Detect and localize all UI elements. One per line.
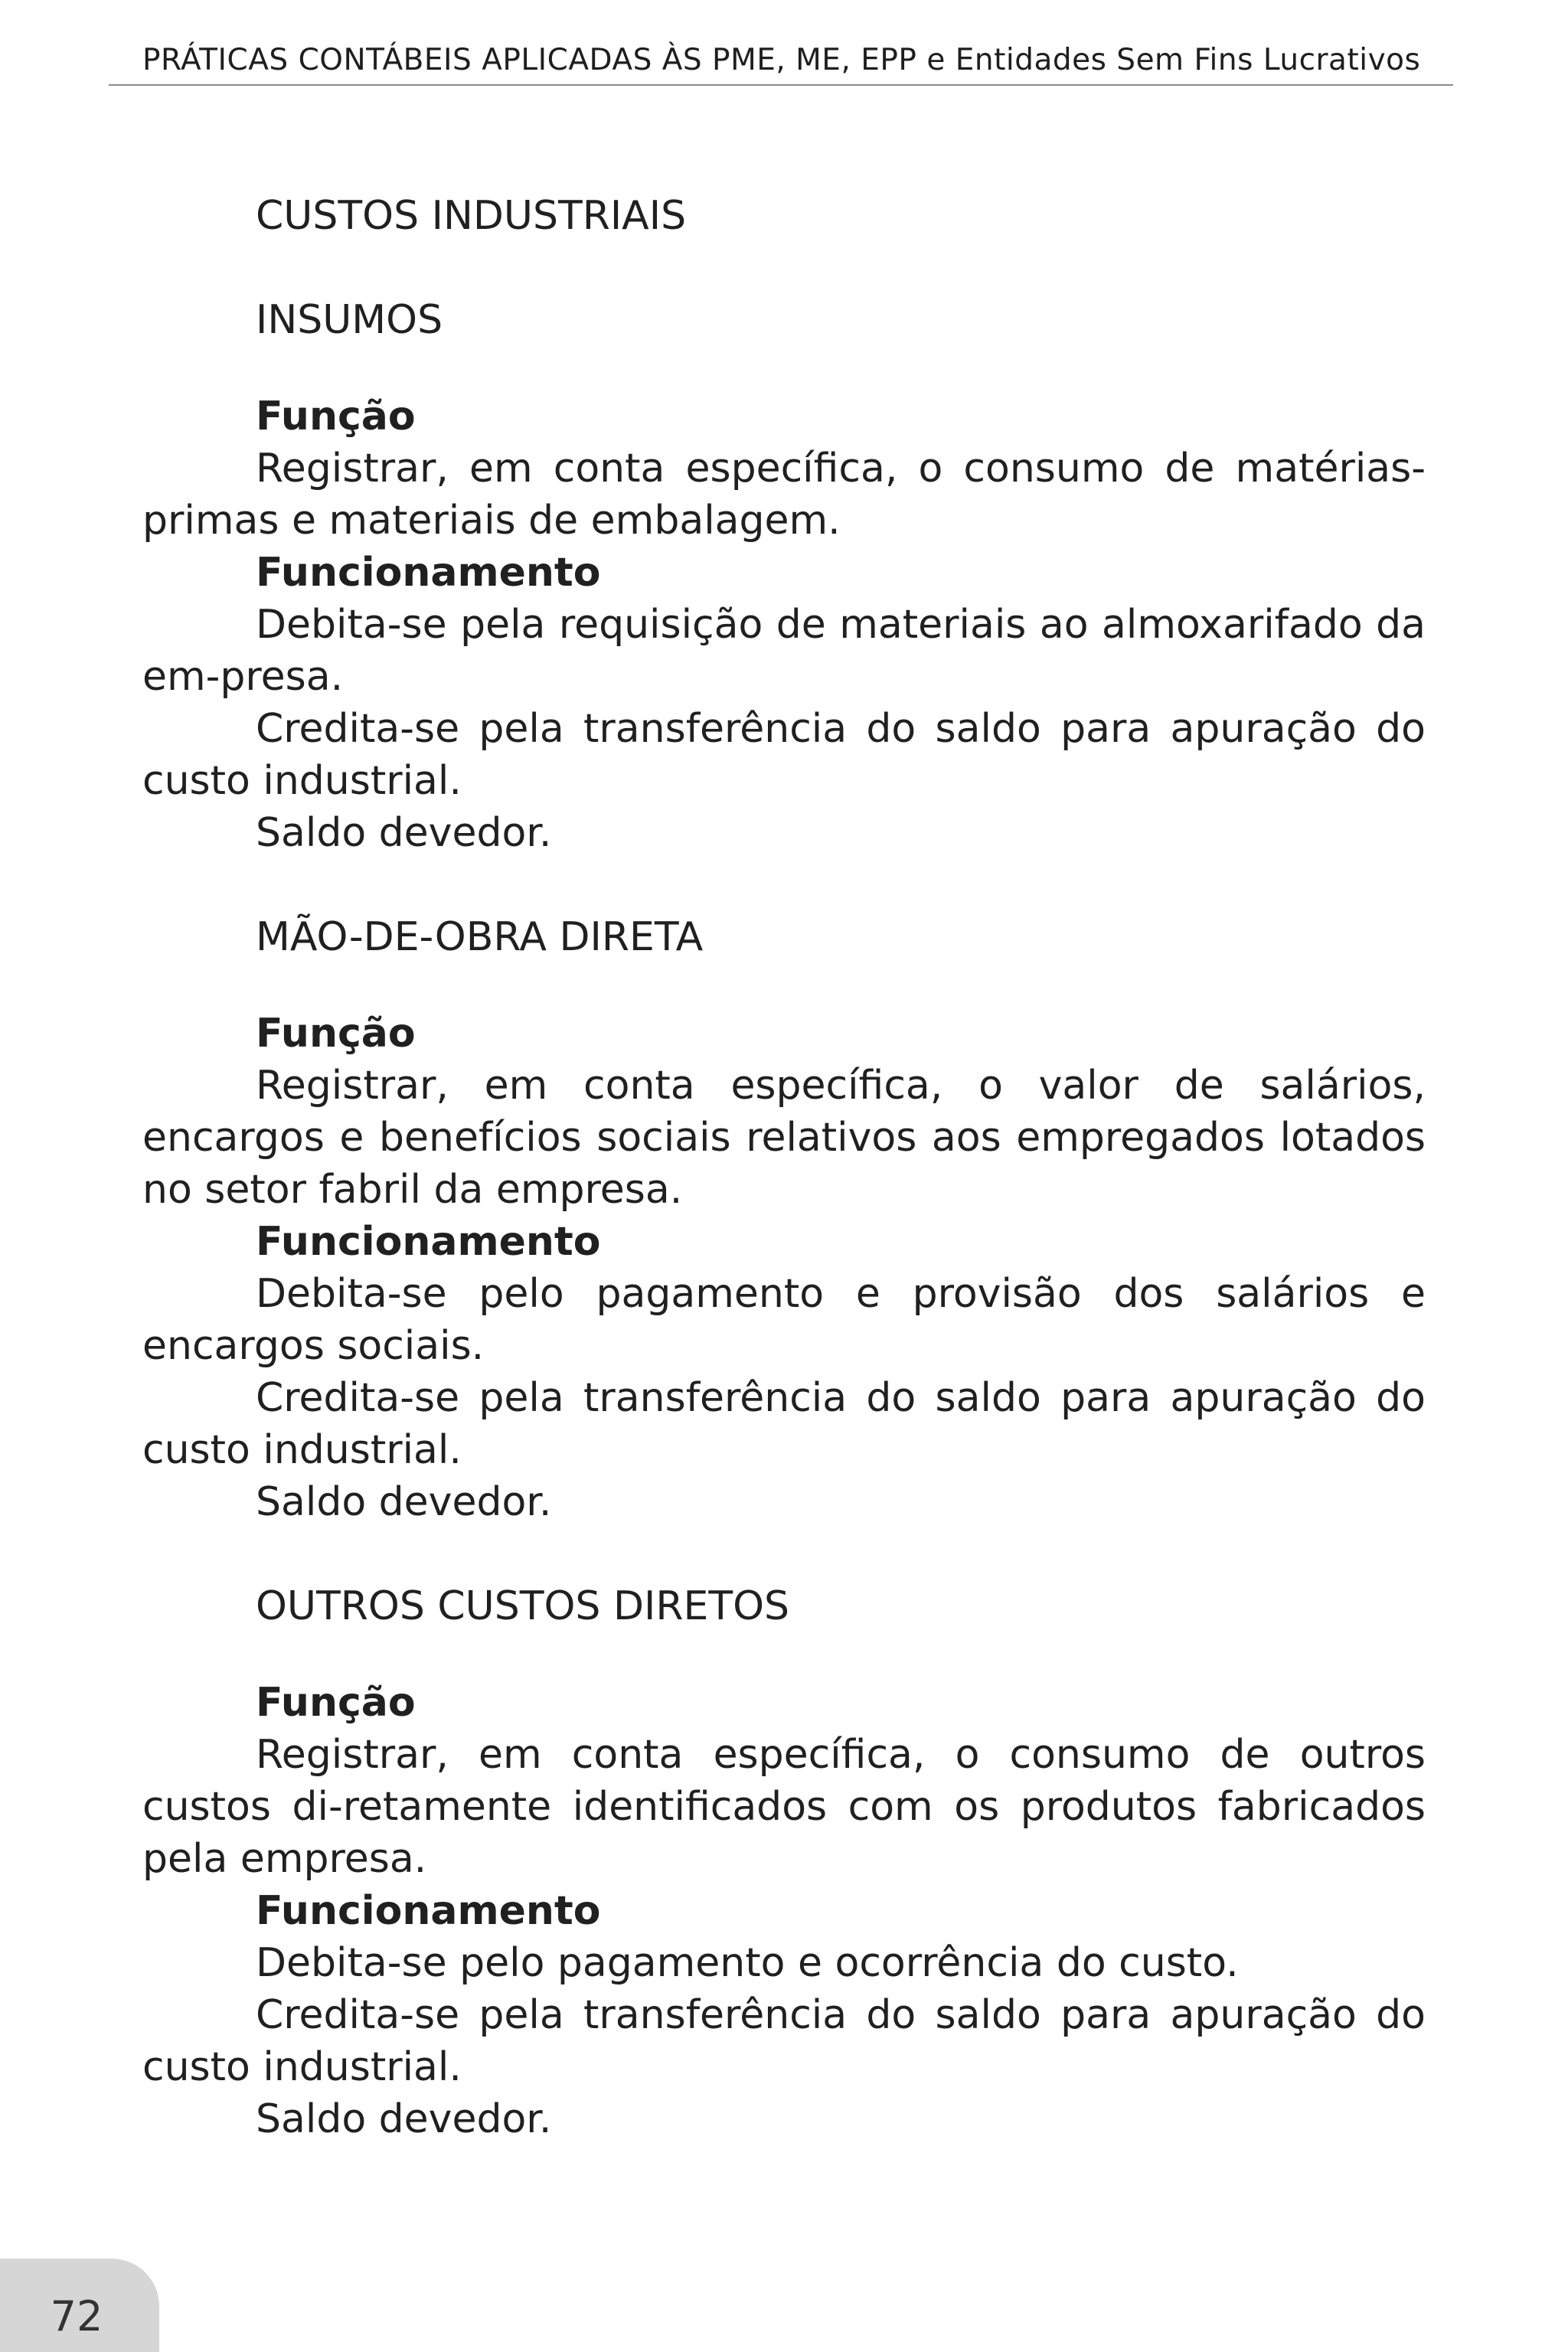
page-number: 72	[50, 2292, 103, 2341]
funcao-text: Registrar, em conta específica, o consumo de matérias-primas e materiais de embalagem.	[142, 446, 1426, 544]
funcionamento-paragraph: Credita-se pela transferência do saldo para apuração do custo industrial.	[142, 706, 1426, 804]
spacer	[142, 242, 1426, 294]
page-number-tab	[0, 2259, 159, 2352]
funcao-label: Função	[256, 1011, 416, 1057]
funcionamento-paragraph: Credita-se pela transferência do saldo para apuração do custo industrial.	[142, 1992, 1426, 2090]
funcao-text: Registrar, em conta específica, o valor de salários, encargos e benefícios sociais relativos aos empregados lotados no setor fabril da empresa.	[142, 1063, 1426, 1213]
funcao-label: Função	[256, 394, 416, 439]
header-divider	[109, 84, 1453, 86]
chapter-heading: CUSTOS INDUSTRIAIS	[256, 193, 687, 239]
funcionamento-paragraph: Saldo devedor.	[256, 2096, 552, 2142]
funcionamento-paragraph: Debita-se pela requisição de materiais ao almoxarifado da em-presa.	[142, 602, 1426, 700]
running-header-title: PRÁTICAS CONTÁBEIS APLICADAS ÀS PME, ME, EPP e Entidades Sem Fins Lucrativos	[142, 43, 1421, 77]
section-title-insumos: INSUMOS	[256, 297, 443, 343]
funcionamento-label: Funcionamento	[256, 1888, 601, 1934]
funcao-text: Registrar, em conta específica, o consumo de outros custos di-retamente identificados com os produtos fabricados pela empresa.	[142, 1732, 1426, 1882]
funcao-label: Função	[256, 1680, 416, 1726]
funcionamento-paragraph: Debita-se pelo pagamento e provisão dos salários e encargos sociais.	[142, 1271, 1426, 1369]
funcionamento-label: Funcionamento	[256, 550, 601, 596]
funcionamento-paragraph: Saldo devedor.	[256, 1479, 552, 1525]
funcionamento-paragraph: Saldo devedor.	[256, 810, 552, 856]
page-body	[142, 190, 1426, 2145]
funcionamento-label: Funcionamento	[256, 1219, 601, 1265]
section-title-mao-de-obra: MÃO-DE-OBRA DIRETA	[256, 914, 704, 960]
section-title-outros-custos: OUTROS CUSTOS DIRETOS	[256, 1583, 790, 1629]
funcionamento-paragraph: Debita-se pelo pagamento e ocorrência do custo.	[256, 1940, 1239, 1986]
funcionamento-paragraph: Credita-se pela transferência do saldo para apuração do custo industrial.	[142, 1375, 1426, 1473]
